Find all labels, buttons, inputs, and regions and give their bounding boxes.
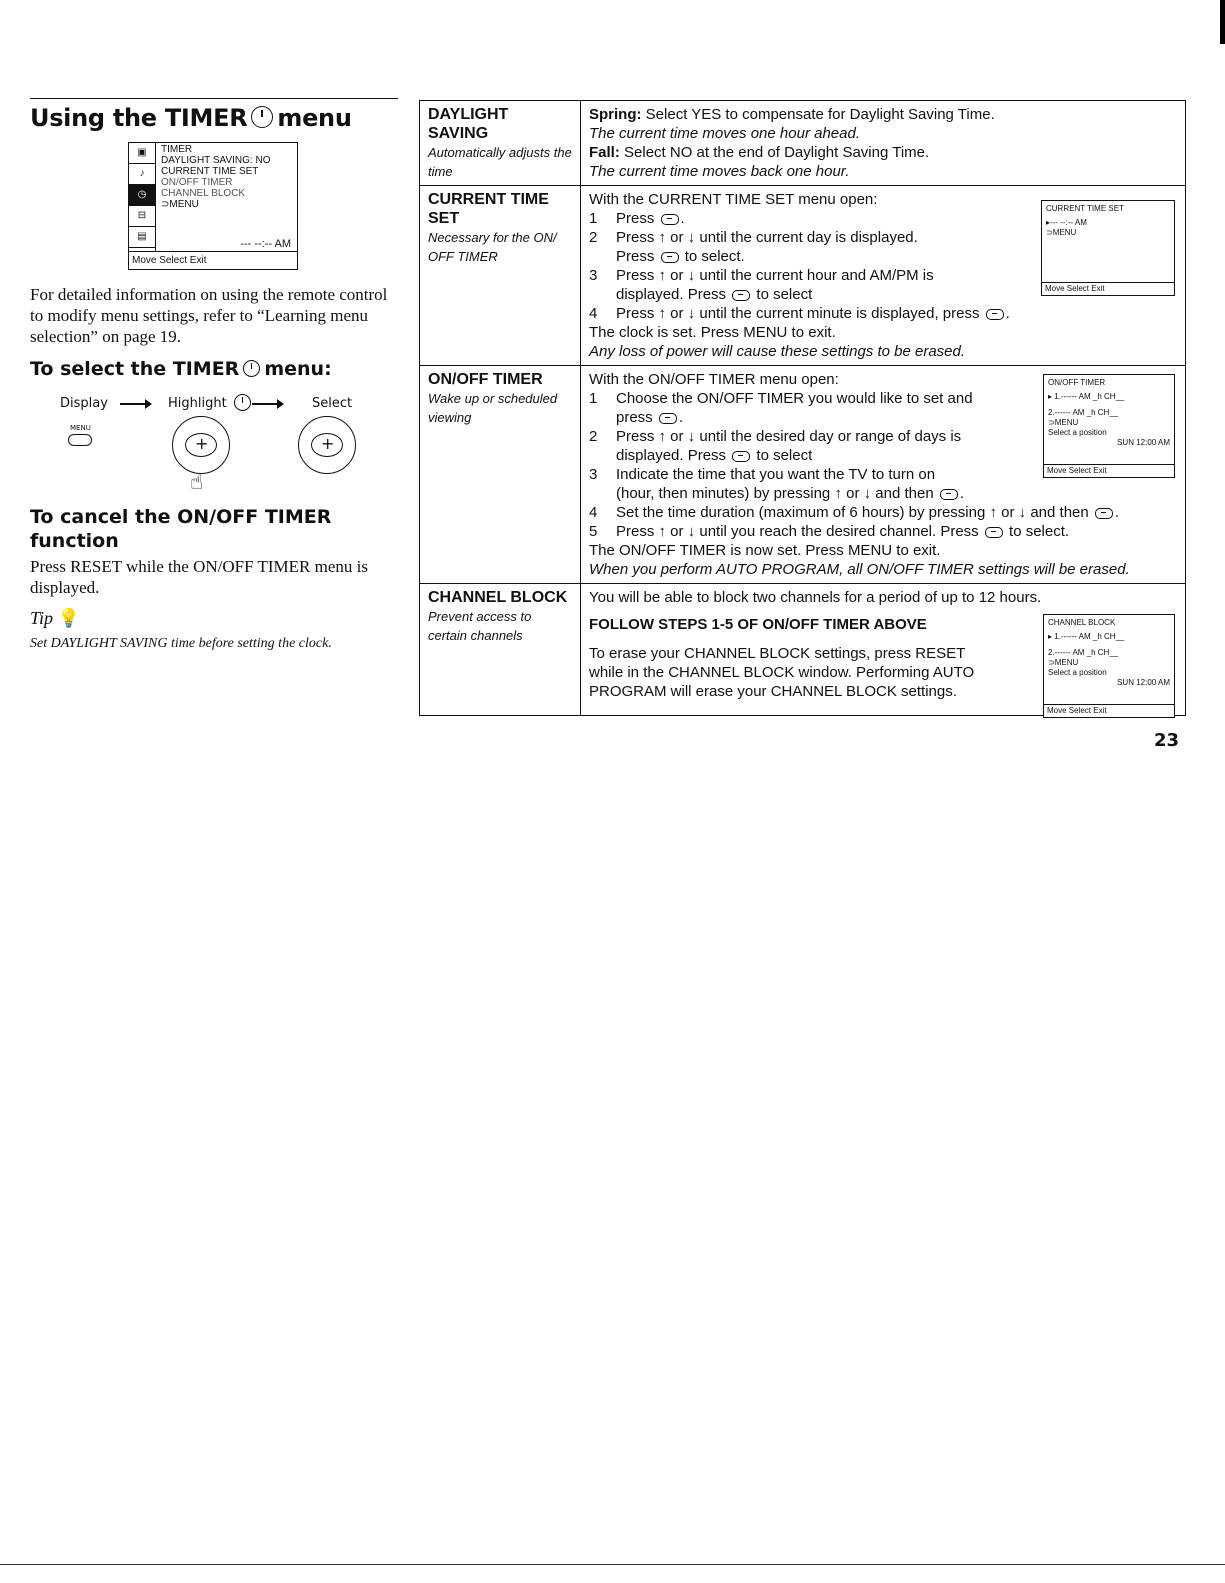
arrow-icon [120,403,146,405]
cancel-heading: To cancel the ON/OFF TIMER function [30,506,332,552]
intro-text: For detailed information on using the remote control to modify menu settings, refer to “Learning menu selection” on page 19. [30,285,388,346]
remote-diagram [58,392,358,502]
select-button-icon [661,214,679,225]
select-button-icon [986,309,1004,320]
tip-label: Tip 💡 [30,608,80,628]
timer-clock-icon [251,106,273,128]
timer-menu-screen [128,142,298,270]
menu-time: --- --:-- AM [240,238,291,250]
detail-cell: With the ON/OFF TIMER menu open: 1 Choose the ON/OFF TIMER you would like to set and press . 2 Press ↑ or ↓ until the desired day or range of days is displayed. Press to select 3 Indicate the time that you want the TV to turn on (hour, then minutes) by pressing ↑ or ↓ and then . 4 Set the time duration (maximum of 6 hours) by pressing ↑ or ↓ and then . 5 Press ↑ or ↓ until you reach the desired channel. Press to select. The ON/OFF TIMER is now set. Press MENU to exit. When you perform AUTO PROGRAM, all ON/OFF TIMER settings will be erased. ON/OFF TIMER ▸ 1.------ AM _h CH__ 2.------ AM _h CH__ ⊃MENU Select a position SUN 12:00 AM Move Select Exit [581,366,1186,584]
joystick-wheel-icon [172,416,230,474]
select-button-icon [661,252,679,263]
feature-desc: Automatically adjusts the time [428,145,572,179]
menu-key-icon [68,434,92,446]
display-label: Display [60,396,108,411]
feature-cell [420,186,581,366]
row-current-time-set [420,186,1186,366]
channel-icon: ▤ [129,227,155,248]
select-button-icon [940,489,958,500]
tip-text: Set DAYLIGHT SAVING time before setting the clock. [30,636,332,651]
menu-footer: Move Select Exit [129,251,297,269]
row-daylight-saving [420,101,1186,186]
select-button-icon [732,451,750,462]
feature-desc: Necessary for the ON/ OFF TIMER [428,230,557,264]
feature-name: DAYLIGHT SAVING [428,106,509,142]
current-time-osd: CURRENT TIME SET ▸--- --:-- AM ⊃MENU Move Select Exit [1041,200,1175,296]
feature-name: ON/OFF TIMER [428,371,543,388]
feature-desc: Prevent access to certain channels [428,609,532,643]
joystick-press-icon [298,416,356,474]
select-heading: To select the TIMER menu: [30,358,332,380]
feature-name: CURRENT TIME SET [428,191,549,227]
timer-clock-icon [234,394,251,411]
menu-icon-column [129,143,156,251]
lightbulb-icon: 💡 [57,608,80,628]
select-button-icon [659,413,677,424]
detail-cell: You will be able to block two channels for a period of up to 12 hours. FOLLOW STEPS 1-5 OF ON/OFF TIMER ABOVE To erase your CHANNEL BLOCK settings, press RESET while in the CHANNEL BLOCK window. Performing AUTO PROGRAM will erase your CHANNEL BLOCK settings. CHANNEL BLOCK ▸ 1.------ AM _h CH__ 2.------ AM _h CH__ ⊃MENU Select a position SUN 12:00 AM Move Select Exit [581,584,1186,716]
row-channel-block [420,584,1186,716]
pointing-hand-icon: ☝ [190,470,204,495]
select-button-icon [985,527,1003,538]
bottom-rule [0,1564,1225,1565]
timer-clock-icon [243,360,260,377]
highlight-label: Highlight [168,396,227,411]
channel-block-osd: CHANNEL BLOCK ▸ 1.------ AM _h CH__ 2.------ AM _h CH__ ⊃MENU Select a position SUN 12:00 AM Move Select Exit [1043,614,1175,718]
feature-cell [420,584,581,716]
select-button-icon [1095,508,1113,519]
edge-mark [1220,0,1225,44]
detail-cell: Spring: Select YES to compensate for Daylight Saving Time. The current time moves one hour ahead. Fall: Select NO at the end of Daylight Saving Time. The current time moves back one hour. [581,101,1186,186]
detail-cell: With the CURRENT TIME SET menu open: 1 Press . 2 Press ↑ or ↓ until the current day is displayed. Press to select. 3 Press ↑ or ↓ until the current hour and AM/PM is displayed. Press to select 4 Press ↑ or ↓ until the current minute is displayed, press . The clock is set. Press MENU to exit. Any loss of power will cause these settings to be erased. CURRENT TIME SET ▸--- --:-- AM ⊃MENU Move Select Exit [581,186,1186,366]
feature-cell [420,101,581,186]
feature-cell [420,366,581,584]
feature-name: CHANNEL BLOCK [428,589,568,606]
arrow-icon [252,403,278,405]
on-off-timer-osd: ON/OFF TIMER ▸ 1.------ AM _h CH__ 2.------ AM _h CH__ ⊃MENU Select a position SUN 12:00 AM Move Select Exit [1043,374,1175,478]
page-number: 23 [1154,730,1180,751]
section-title: Using the TIMER menu [30,104,352,132]
audio-note-icon: ♪ [129,164,155,185]
select-button-icon [732,290,750,301]
video-icon: ▣ [129,143,155,164]
cancel-text: Press RESET while the ON/OFF TIMER menu is displayed. [30,557,368,597]
select-label: Select [312,396,353,411]
feature-desc: Wake up or scheduled viewing [428,391,558,425]
timer-icon: ◷ [129,185,155,206]
left-column [30,98,398,138]
timer-table [419,100,1186,716]
row-on-off-timer [420,366,1186,584]
menu-key-label: MENU [70,424,91,432]
setup-icon: ⊟ [129,206,155,227]
menu-lines: TIMER DAYLIGHT SAVING: NO CURRENT TIME SET ON/OFF TIMER CHANNEL BLOCK ⊃MENU [161,144,271,210]
